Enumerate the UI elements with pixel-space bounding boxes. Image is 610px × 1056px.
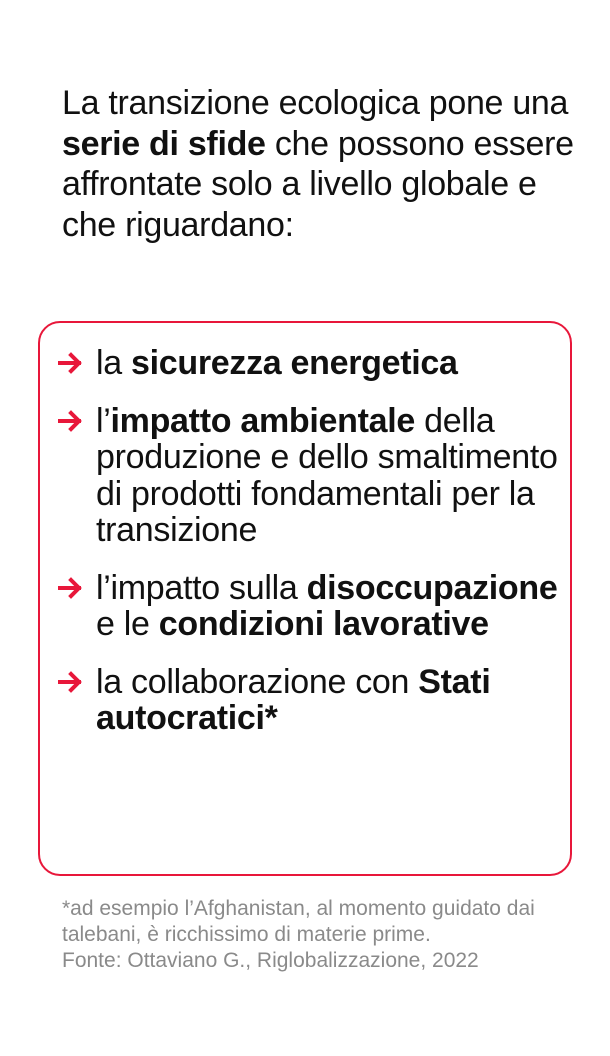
- challenges-list: [58, 345, 558, 758]
- item-highlight: Stati autocratici*: [96, 662, 491, 737]
- arrow-right-icon: [58, 670, 84, 694]
- footnote: [62, 896, 552, 974]
- item-text: la: [96, 344, 132, 382]
- intro-text-highlight: serie di sfide: [62, 124, 266, 163]
- item-text: l’: [96, 401, 111, 440]
- arrow-right-icon: [58, 409, 84, 433]
- item-text: la collaborazione con: [96, 662, 419, 701]
- item-highlight: condizioni lavorative: [158, 605, 489, 643]
- intro-text-end: che possono essere affrontate solo a livello globale e che riguardano:: [62, 124, 574, 244]
- item-highlight: impatto ambientale: [110, 401, 415, 440]
- list-item: [58, 403, 558, 549]
- item-highlight: disoccupazione: [306, 568, 558, 607]
- list-item: [58, 664, 558, 737]
- item-highlight: sicurezza energetica: [131, 344, 458, 382]
- item-text: e le: [96, 605, 159, 643]
- arrow-right-icon: [58, 576, 84, 600]
- intro-text: [62, 83, 582, 245]
- footnote-note: *ad esempio l’Afghanistan, al momento guidato dai talebani, è ricchissimo di materie prime.: [62, 897, 535, 946]
- intro-text-start: La transizione ecologica pone una: [62, 84, 569, 122]
- footnote-source: Fonte: Ottaviano G., Riglobalizzazione, 2022: [62, 949, 479, 972]
- arrow-right-icon: [58, 351, 84, 375]
- item-text: della produzione e dello smaltimento di prodotti fondamentali per la transizione: [96, 401, 558, 549]
- list-item: [58, 570, 558, 643]
- list-item: [58, 345, 558, 382]
- item-text: l’impatto sulla: [96, 568, 307, 607]
